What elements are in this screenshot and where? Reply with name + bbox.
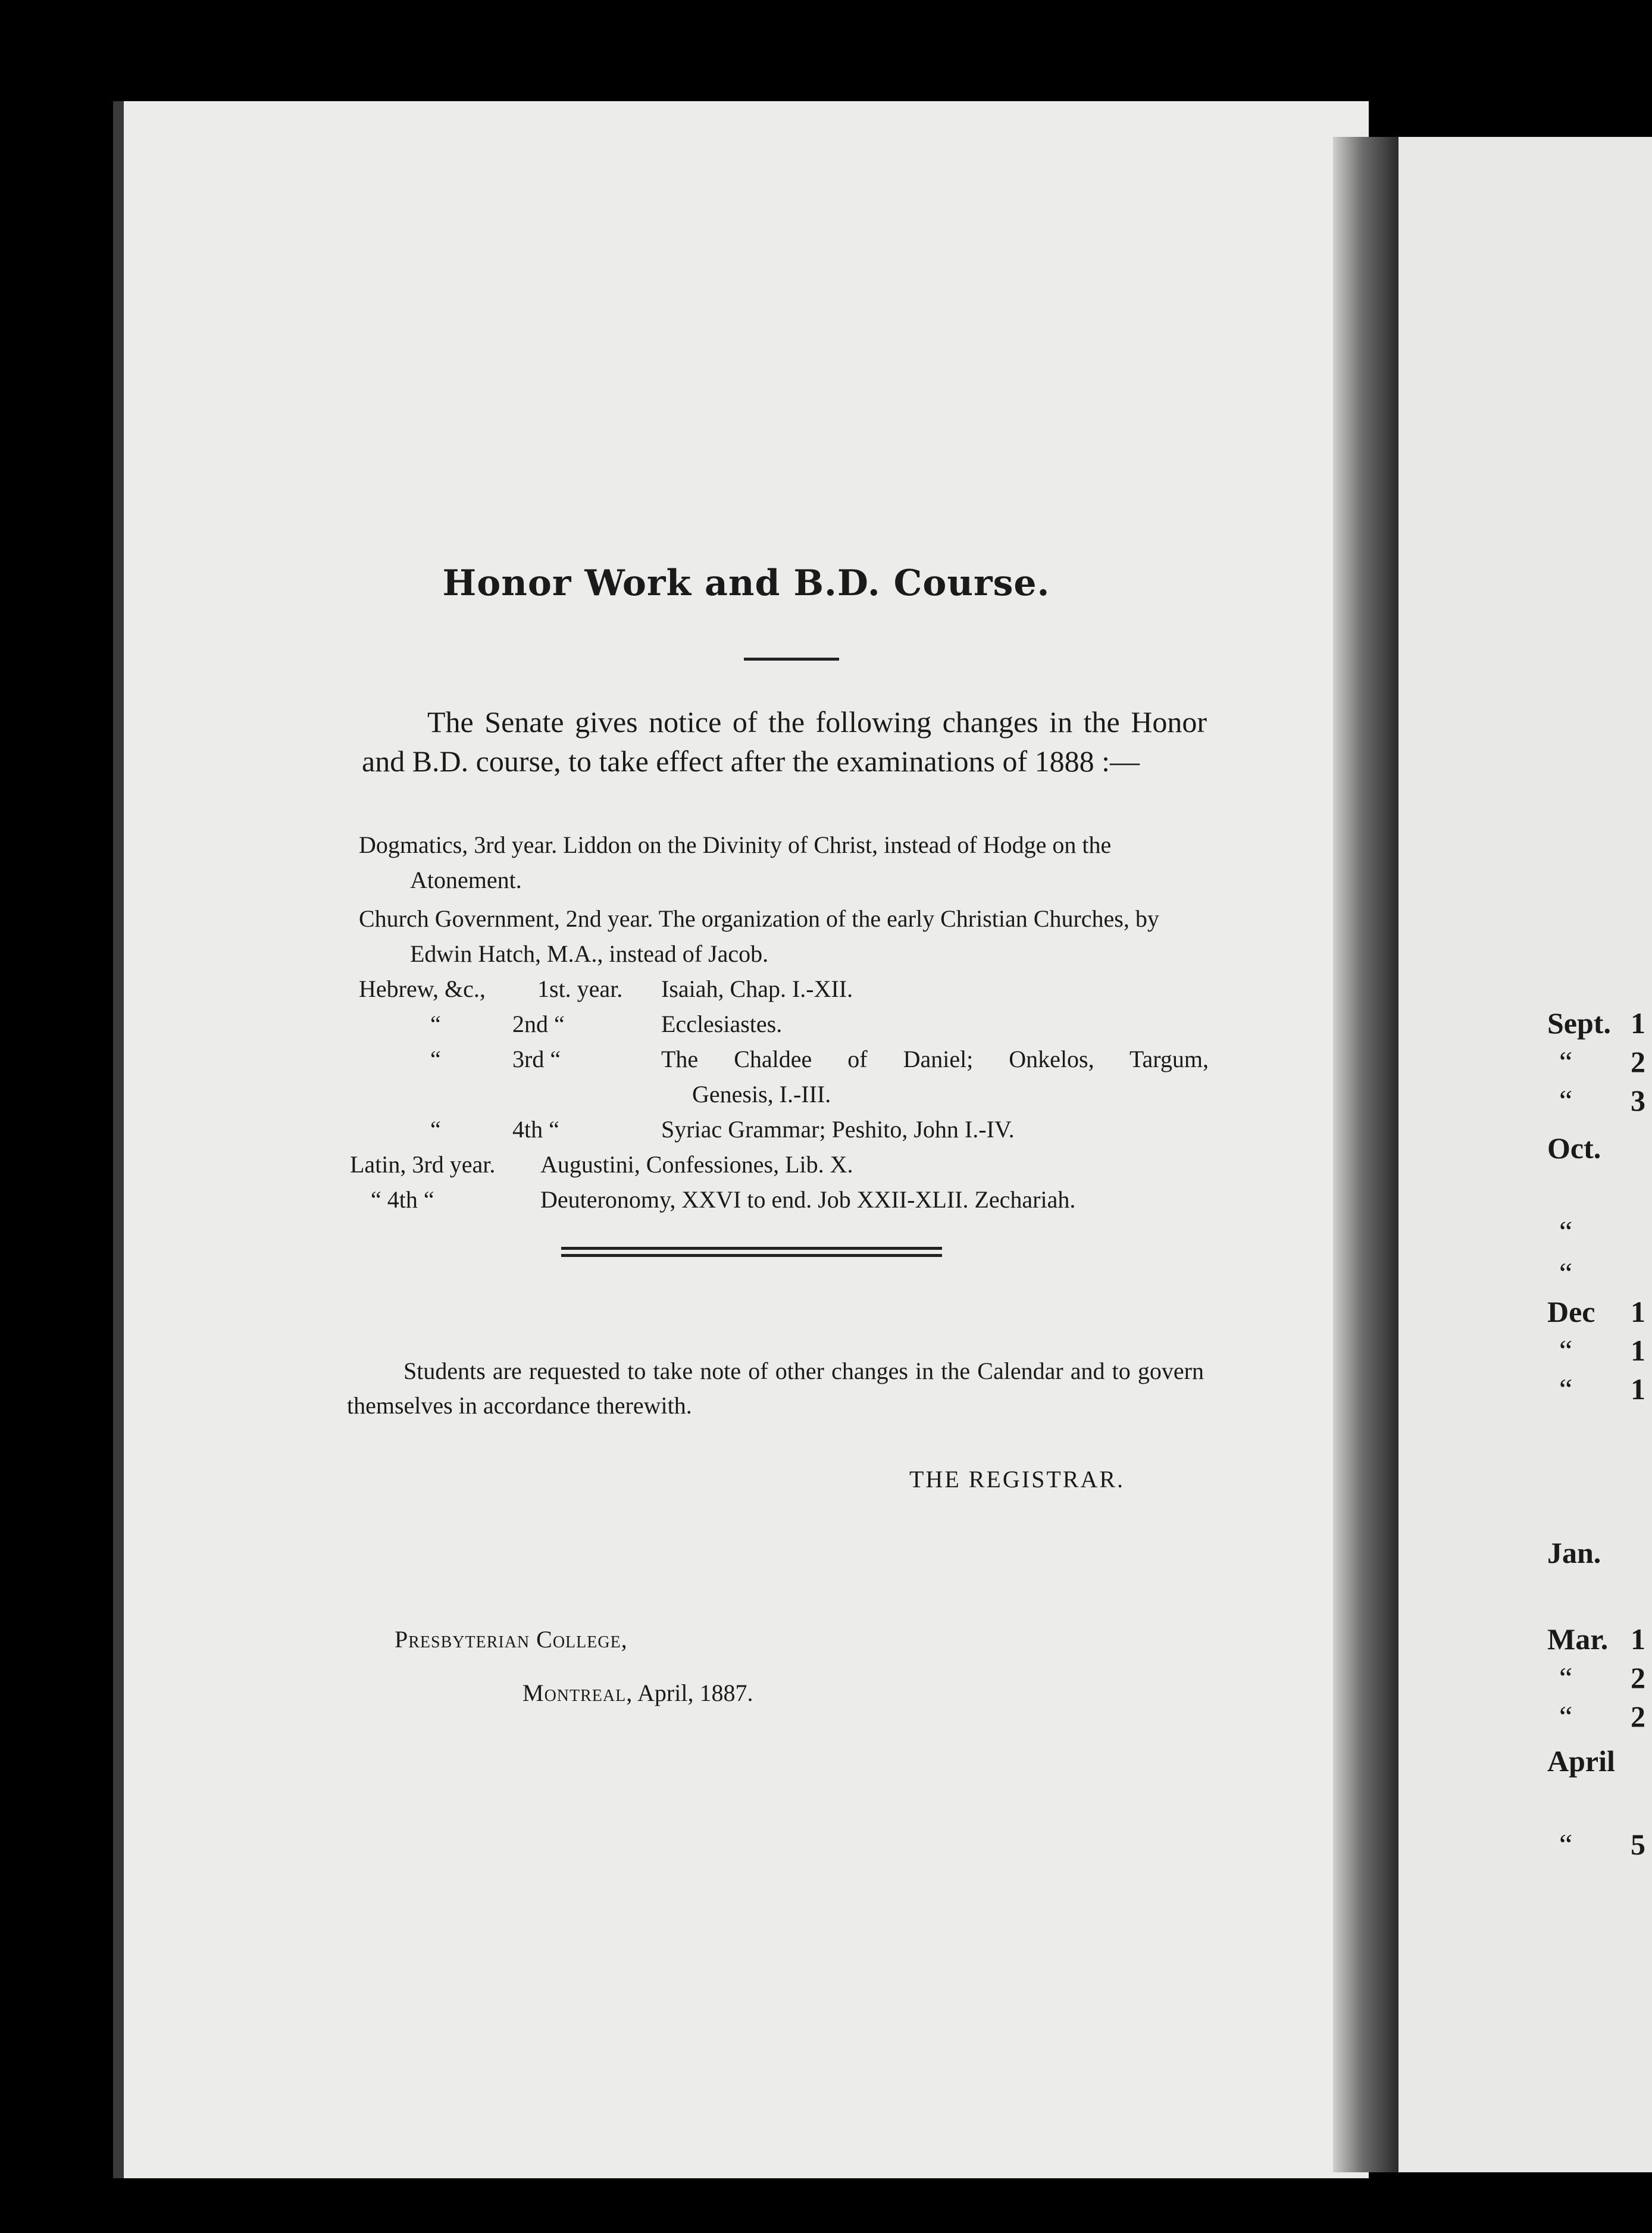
cut-off-glyph: 2 <box>1631 1700 1645 1733</box>
college-address <box>395 1613 753 1720</box>
address-date: April, 1887. <box>637 1680 753 1706</box>
margin-label: “ <box>1559 1700 1573 1733</box>
heading-rule <box>744 658 839 661</box>
margin-label: “ <box>1559 1256 1573 1290</box>
ditto-mark: “ <box>430 1046 441 1072</box>
ditto-mark: “ <box>430 1116 441 1143</box>
margin-label: “ <box>1559 1372 1573 1406</box>
margin-label: Sept. <box>1547 1006 1611 1040</box>
page-heading: Honor Work and B.D. Course. <box>442 562 1050 604</box>
hebrew-work: Ecclesiastes. <box>661 1011 783 1037</box>
hebrew-row <box>359 971 1210 1006</box>
latin-work: Deuteronomy, XXVI to end. Job XXII-XLII. Zechariah. <box>540 1186 1076 1213</box>
hebrew-year: 1st. year. <box>537 975 623 1002</box>
cut-off-glyph: 3 <box>1631 1084 1645 1117</box>
latin-row <box>350 1147 1210 1182</box>
hebrew-row <box>359 1042 1210 1077</box>
cut-off-glyph: 1 <box>1631 1334 1645 1367</box>
dogmatics-entry: Dogmatics, 3rd year. Liddon on the Divinity of Christ, instead of Hodge on the Atonement. <box>359 831 1112 893</box>
cut-off-glyph: 1 <box>1631 1006 1645 1040</box>
margin-label: “ <box>1559 1334 1573 1367</box>
students-notice <box>347 1354 1204 1423</box>
latin-label: Latin, 3rd year. <box>350 1151 496 1178</box>
registrar-signature: THE REGISTRAR. <box>909 1466 1125 1493</box>
margin-label: April <box>1547 1744 1615 1778</box>
hebrew-row-continued <box>359 1077 1210 1112</box>
hebrew-work: Syriac Grammar; Peshito, John I.-IV. <box>661 1116 1015 1143</box>
cut-off-glyph: 2 <box>1631 1661 1645 1694</box>
margin-label: “ <box>1559 1661 1573 1694</box>
margin-label: Mar. <box>1547 1622 1609 1656</box>
margin-label: “ <box>1559 1084 1573 1117</box>
hebrew-year: 3rd “ <box>512 1046 561 1072</box>
hebrew-work: Isaiah, Chap. I.-XII. <box>661 975 853 1002</box>
course-changes-list <box>350 827 1210 1217</box>
latin-work: Augustini, Confessiones, Lib. X. <box>540 1151 853 1178</box>
hebrew-row <box>359 1112 1210 1147</box>
book-gutter <box>1333 137 1398 2172</box>
address-line-2 <box>395 1666 753 1720</box>
cut-off-glyph: 1 <box>1631 1372 1645 1406</box>
hebrew-label: Hebrew, &c., <box>359 975 486 1002</box>
margin-label: “ <box>1559 1045 1573 1078</box>
cut-off-glyph: 5 <box>1631 1828 1645 1861</box>
church-government-entry: Church Government, 2nd year. The organization of the early Christian Churches, by Edwin Hatch, M.A., instead of Jacob. <box>359 905 1159 967</box>
senate-notice <box>362 702 1207 781</box>
cut-off-glyph: 1 <box>1631 1622 1645 1656</box>
margin-label: Dec <box>1547 1295 1595 1328</box>
address-line-1: Presbyterian College, <box>395 1626 628 1653</box>
next-page-fragment <box>1398 137 1652 2172</box>
hebrew-row <box>359 1006 1210 1042</box>
latin-row <box>359 1182 1210 1217</box>
section-divider <box>561 1247 942 1257</box>
cut-off-glyph: 1 <box>1631 1295 1645 1328</box>
hebrew-work-continued: Genesis, I.-III. <box>692 1081 831 1108</box>
hebrew-year: 2nd “ <box>512 1011 565 1037</box>
address-place: Montreal, <box>522 1680 633 1706</box>
intro-paragraph: The Senate gives notice of the following changes in the Honor and B.D. course, to take effect after the examinations of 1888 :— <box>362 705 1207 778</box>
notice-paragraph: Students are requested to take note of other changes in the Calendar and to govern themselves in accordance therewith. <box>347 1358 1204 1419</box>
hebrew-year: 4th “ <box>512 1116 559 1143</box>
document-page <box>113 101 1369 2178</box>
margin-label: Jan. <box>1547 1536 1601 1569</box>
hebrew-work: The Chaldee of Daniel; Onkelos, Targum, <box>661 1046 1209 1072</box>
margin-label: “ <box>1559 1828 1573 1861</box>
latin-label: “ 4th “ <box>371 1186 434 1213</box>
cut-off-glyph: 2 <box>1631 1045 1645 1078</box>
margin-label: Oct. <box>1547 1131 1601 1165</box>
ditto-mark: “ <box>430 1011 441 1037</box>
margin-label: “ <box>1559 1215 1573 1248</box>
